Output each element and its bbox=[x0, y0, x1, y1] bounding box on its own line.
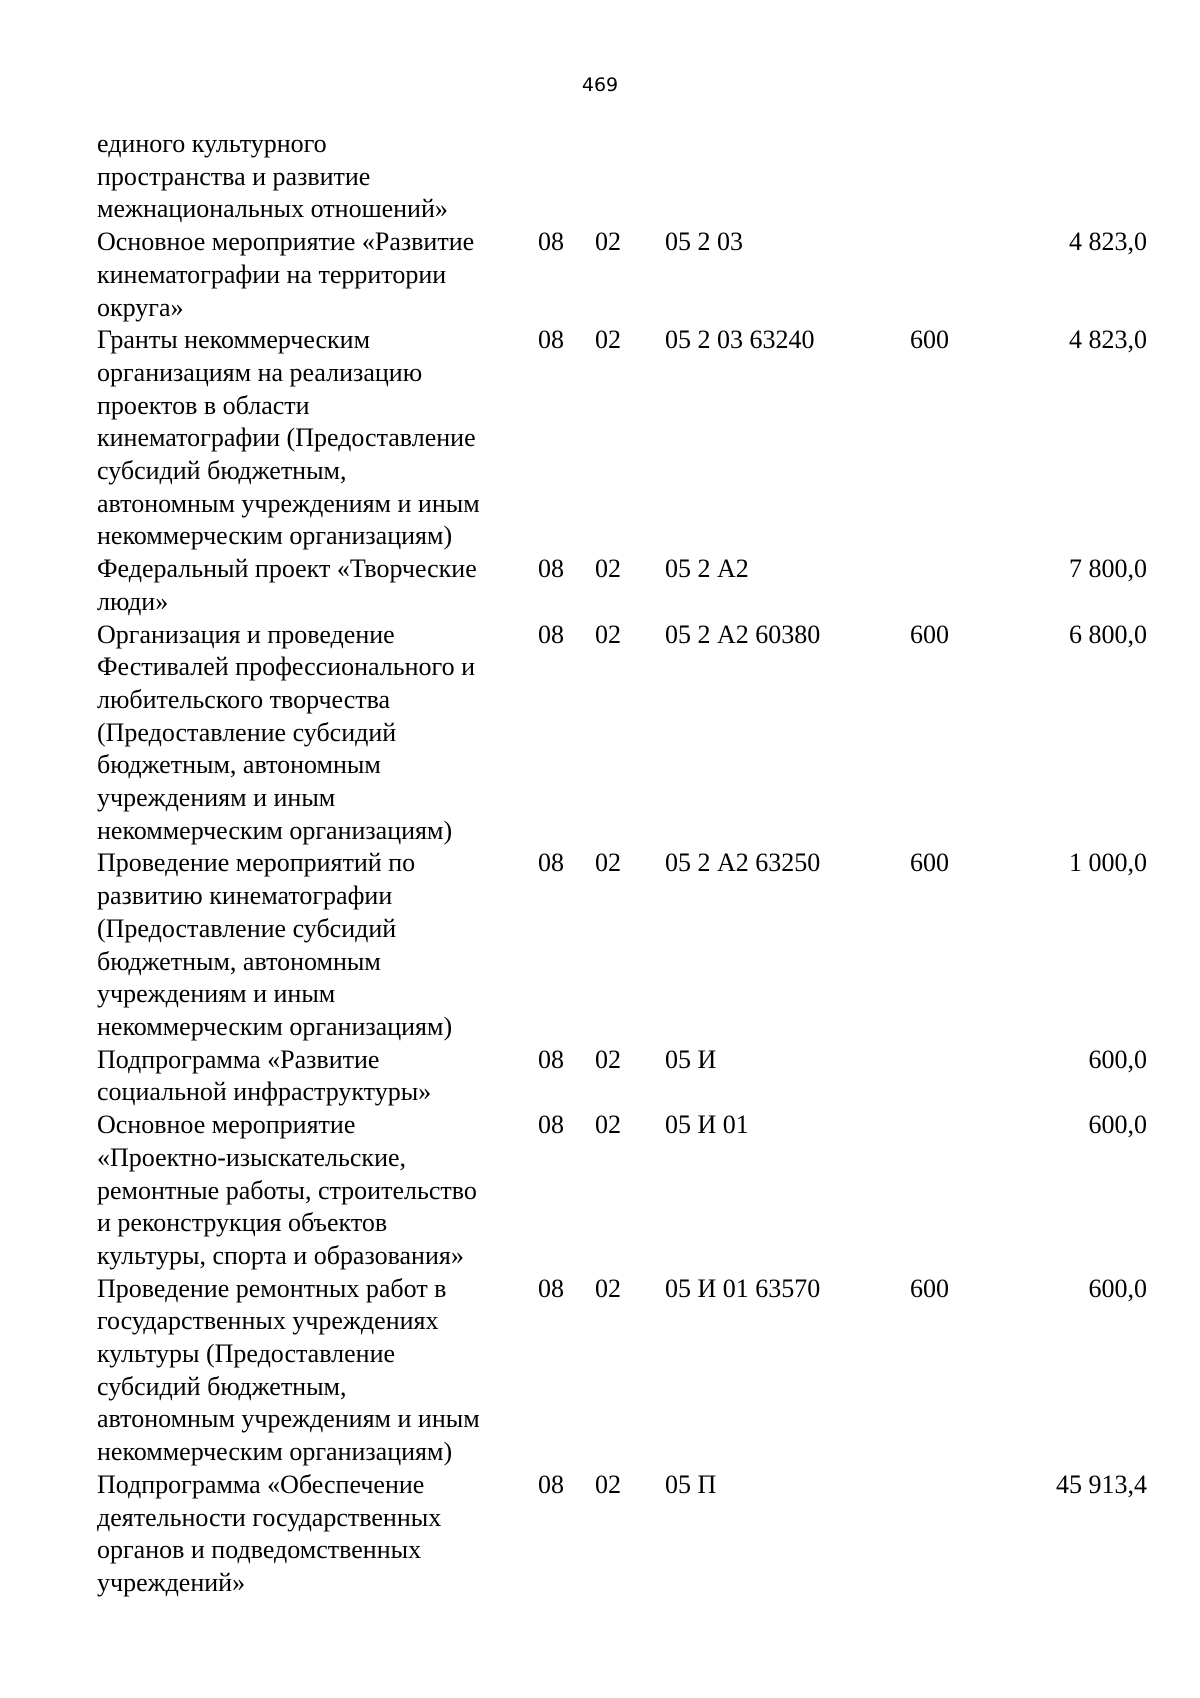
row-subsection: 02 bbox=[595, 1110, 621, 1140]
row-subsection: 02 bbox=[595, 1273, 621, 1303]
row-section: 08 bbox=[538, 1469, 564, 1499]
row-name: Проведение ремонтных работ в государственных учреждениях культуры (Предоставление субсидий бюджетным, автономным учреждениям и иным некоммерческим организациям) bbox=[97, 1273, 480, 1467]
row-target-article: 05 И bbox=[665, 1044, 717, 1074]
row-subsection: 02 bbox=[595, 325, 621, 355]
table-row bbox=[97, 128, 1147, 226]
row-target-article: 05 2 03 bbox=[665, 227, 743, 257]
row-subsection: 02 bbox=[595, 1469, 621, 1499]
row-amount: 600,0 bbox=[1088, 1110, 1147, 1140]
row-amount: 45 913,4 bbox=[1056, 1469, 1147, 1499]
row-name: Основное мероприятие «Развитие кинематографии на территории округа» bbox=[97, 227, 475, 322]
row-name: Проведение мероприятий по развитию кинематографии (Предоставление субсидий бюджетным, автономным учреждениям и иным некоммерческим организациям) bbox=[97, 848, 453, 1041]
table-row bbox=[97, 553, 1147, 618]
row-name: единого культурного пространства и развитие межнациональных отношений» bbox=[97, 129, 448, 224]
row-expense-type: 600 bbox=[910, 1273, 949, 1303]
table-row bbox=[97, 324, 1147, 553]
row-section: 08 bbox=[538, 848, 564, 878]
table-row bbox=[97, 1469, 1147, 1600]
row-subsection: 02 bbox=[595, 227, 621, 257]
row-amount: 6 800,0 bbox=[1069, 619, 1147, 649]
row-name: Подпрограмма «Обеспечение деятельности государственных органов и подведомственных учреждений» bbox=[97, 1469, 442, 1597]
row-target-article: 05 2 А2 63250 bbox=[665, 848, 821, 878]
row-name: Основное мероприятие «Проектно-изыскательские, ремонтные работы, строительство и реконструкция объектов культуры, спорта и образования» bbox=[97, 1110, 477, 1270]
row-target-article: 05 2 А2 60380 bbox=[665, 619, 821, 649]
row-subsection: 02 bbox=[595, 1044, 621, 1074]
page-number: 469 bbox=[581, 74, 619, 96]
row-name: Организация и проведение Фестивалей профессионального и любительского творчества (Предоставление субсидий бюджетным, автономным учреждениям и иным некоммерческим организациям) bbox=[97, 619, 475, 845]
row-amount: 600,0 bbox=[1088, 1273, 1147, 1303]
row-target-article: 05 И 01 63570 bbox=[665, 1273, 821, 1303]
row-target-article: 05 2 03 63240 bbox=[665, 325, 815, 355]
row-amount: 4 823,0 bbox=[1069, 325, 1147, 355]
row-subsection: 02 bbox=[595, 848, 621, 878]
row-amount: 1 000,0 bbox=[1069, 848, 1147, 878]
row-expense-type: 600 bbox=[910, 848, 949, 878]
table-row bbox=[97, 1044, 1147, 1109]
table-row bbox=[97, 619, 1147, 848]
row-name: Гранты некоммерческим организациям на реализацию проектов в области кинематографии (Предоставление субсидий бюджетным, автономным учреждениям и иным некоммерческим организациям) bbox=[97, 325, 480, 551]
table-row bbox=[97, 1273, 1147, 1469]
row-amount: 7 800,0 bbox=[1069, 554, 1147, 584]
row-section: 08 bbox=[538, 227, 564, 257]
row-expense-type: 600 bbox=[910, 325, 949, 355]
row-subsection: 02 bbox=[595, 619, 621, 649]
row-name: Подпрограмма «Развитие социальной инфраструктуры» bbox=[97, 1044, 432, 1107]
row-section: 08 bbox=[538, 554, 564, 584]
row-amount: 4 823,0 bbox=[1069, 227, 1147, 257]
table-row bbox=[97, 847, 1147, 1043]
row-amount: 600,0 bbox=[1088, 1044, 1147, 1074]
row-section: 08 bbox=[538, 1110, 564, 1140]
row-target-article: 05 П bbox=[665, 1469, 717, 1499]
row-section: 08 bbox=[538, 1273, 564, 1303]
row-section: 08 bbox=[538, 325, 564, 355]
row-section: 08 bbox=[538, 619, 564, 649]
table-row bbox=[97, 1109, 1147, 1273]
row-subsection: 02 bbox=[595, 554, 621, 584]
row-name: Федеральный проект «Творческие люди» bbox=[97, 554, 477, 616]
table-row bbox=[97, 226, 1147, 324]
row-expense-type: 600 bbox=[910, 619, 949, 649]
budget-table bbox=[97, 128, 1147, 1600]
row-target-article: 05 И 01 bbox=[665, 1110, 749, 1140]
row-target-article: 05 2 А2 bbox=[665, 554, 749, 584]
row-section: 08 bbox=[538, 1044, 564, 1074]
